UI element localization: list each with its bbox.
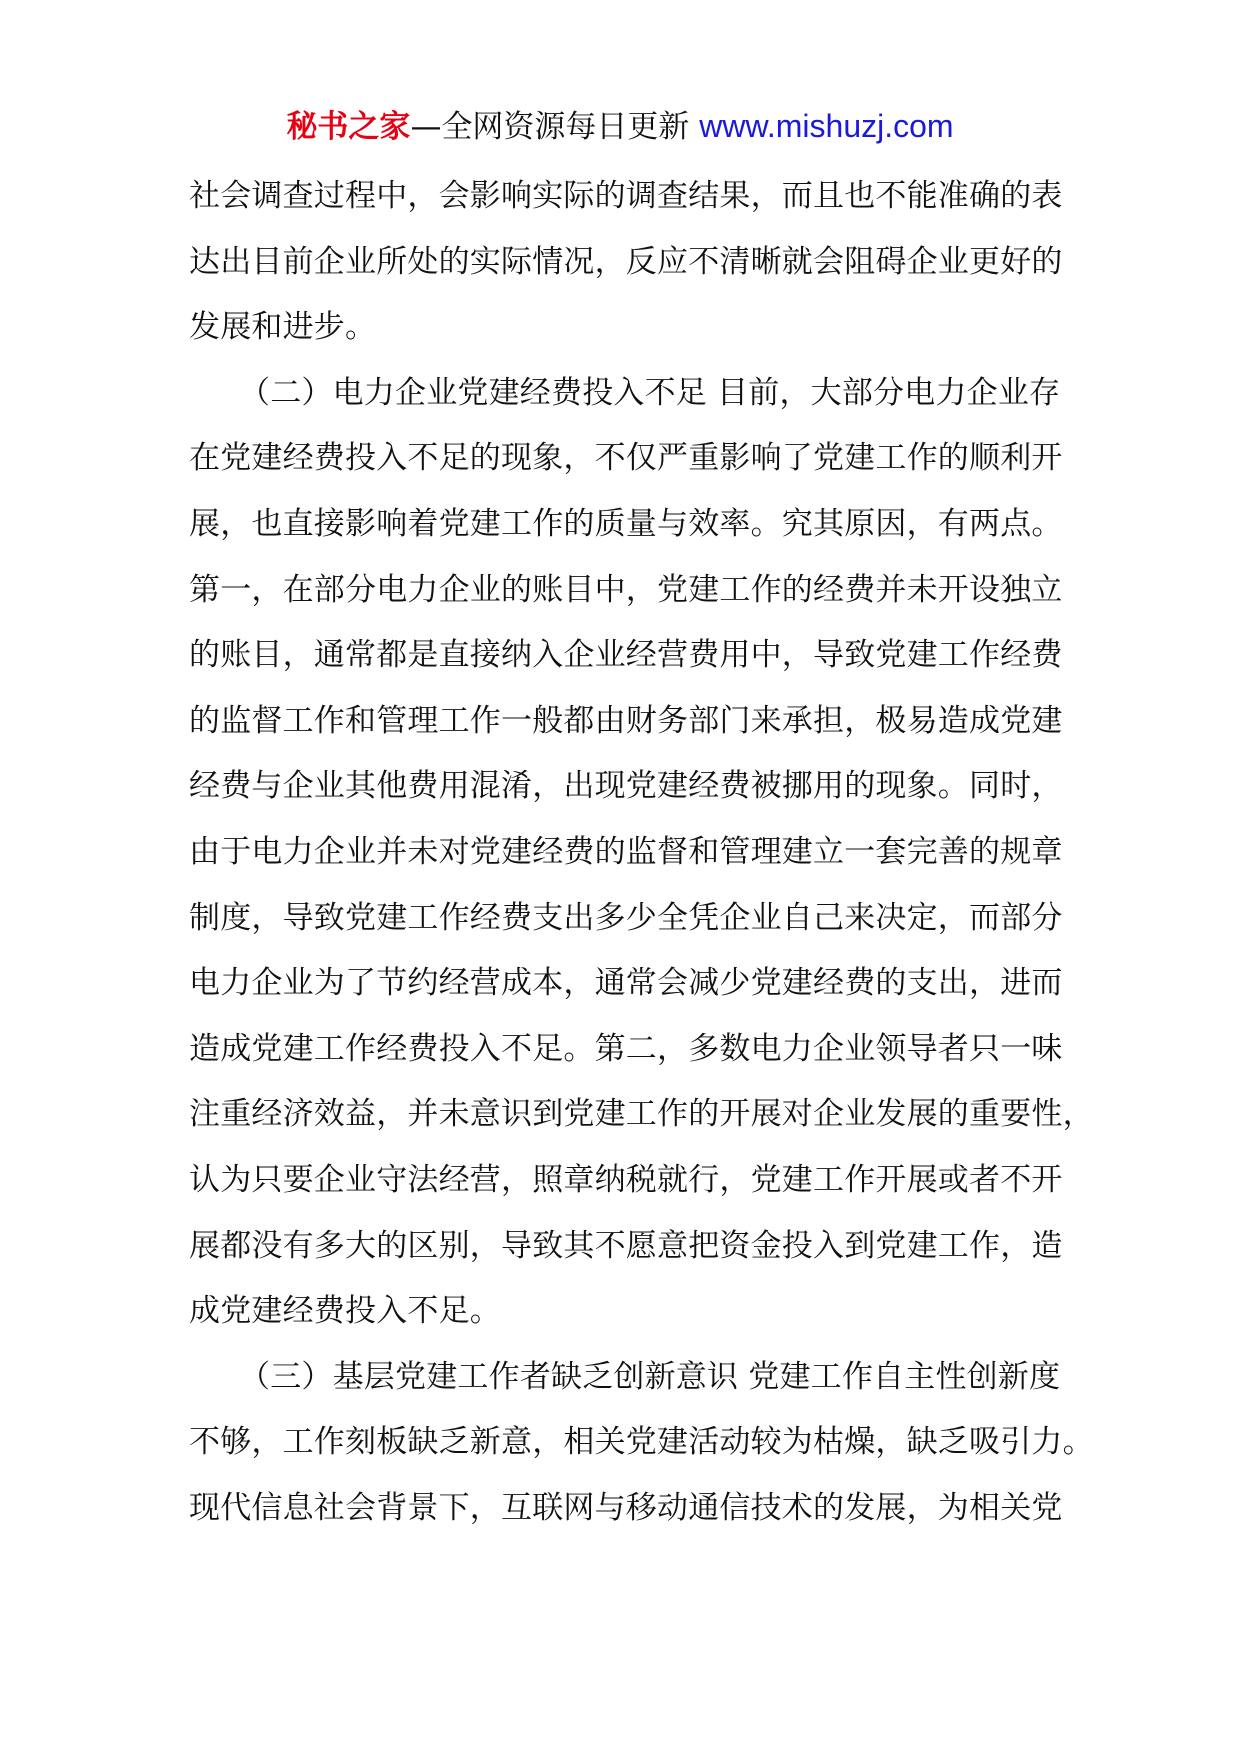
text-line: 制度，导致党建工作经费支出多少全凭企业自己来决定，而部分 xyxy=(189,899,1063,936)
text-line: 现代信息社会背景下，互联网与移动通信技术的发展，为相关党 xyxy=(189,1489,1063,1526)
text-line: 认为只要企业守法经营，照章纳税就行，党建工作开展或者不开 xyxy=(189,1161,1063,1198)
text-line: 的账目，通常都是直接纳入企业经营费用中，导致党建工作经费 xyxy=(189,637,1063,674)
text-line: 展都没有多大的区别，导致其不愿意把资金投入到党建工作，造 xyxy=(189,1227,1063,1264)
paragraph xyxy=(189,361,1094,1345)
text-line: 经费与企业其他费用混淆，出现党建经费被挪用的现象。同时， xyxy=(189,768,1063,805)
text-line: （二）电力企业党建经费投入不足 目前，大部分电力企业存 xyxy=(239,374,1061,411)
text-line: 造成党建工作经费投入不足。第二，多数电力企业领导者只一味 xyxy=(189,1030,1063,1067)
text-line: 展，也直接影响着党建工作的质量与效率。究其原因，有两点。 xyxy=(189,505,1063,542)
document-body xyxy=(189,164,1094,1541)
site-tagline: —全网资源每日更新 xyxy=(410,109,700,145)
text-line: 由于电力企业并未对党建经费的监督和管理建立一套完善的规章 xyxy=(189,833,1063,870)
text-line: 注重经济效益，并未意识到党建工作的开展对企业发展的重要性， xyxy=(189,1096,1094,1133)
text-line: 发展和进步。 xyxy=(189,309,377,346)
text-line: （三）基层党建工作者缺乏创新意识 党建工作自主性创新度 xyxy=(239,1358,1061,1395)
paragraph xyxy=(189,164,1069,361)
site-brand: 秘书之家 xyxy=(286,109,411,145)
paragraph xyxy=(189,1345,1094,1542)
site-url-link[interactable]: www.mishuzj.com xyxy=(699,108,954,144)
text-line: 第一，在部分电力企业的账目中，党建工作的经费并未开设独立 xyxy=(189,571,1063,608)
site-header xyxy=(0,104,1240,149)
text-line: 成党建经费投入不足。 xyxy=(189,1293,501,1330)
text-line: 电力企业为了节约经营成本，通常会减少党建经费的支出，进而 xyxy=(189,965,1063,1002)
text-line: 不够，工作刻板缺乏新意，相关党建活动较为枯燥，缺乏吸引力。 xyxy=(189,1424,1094,1461)
text-line: 达出目前企业所处的实际情况，反应不清晰就会阻碍企业更好的 xyxy=(189,243,1063,280)
text-line: 在党建经费投入不足的现象，不仅严重影响了党建工作的顺利开 xyxy=(189,440,1063,477)
text-line: 的监督工作和管理工作一般都由财务部门来承担，极易造成党建 xyxy=(189,702,1063,739)
text-line: 社会调查过程中，会影响实际的调查结果，而且也不能准确的表 xyxy=(189,178,1063,214)
